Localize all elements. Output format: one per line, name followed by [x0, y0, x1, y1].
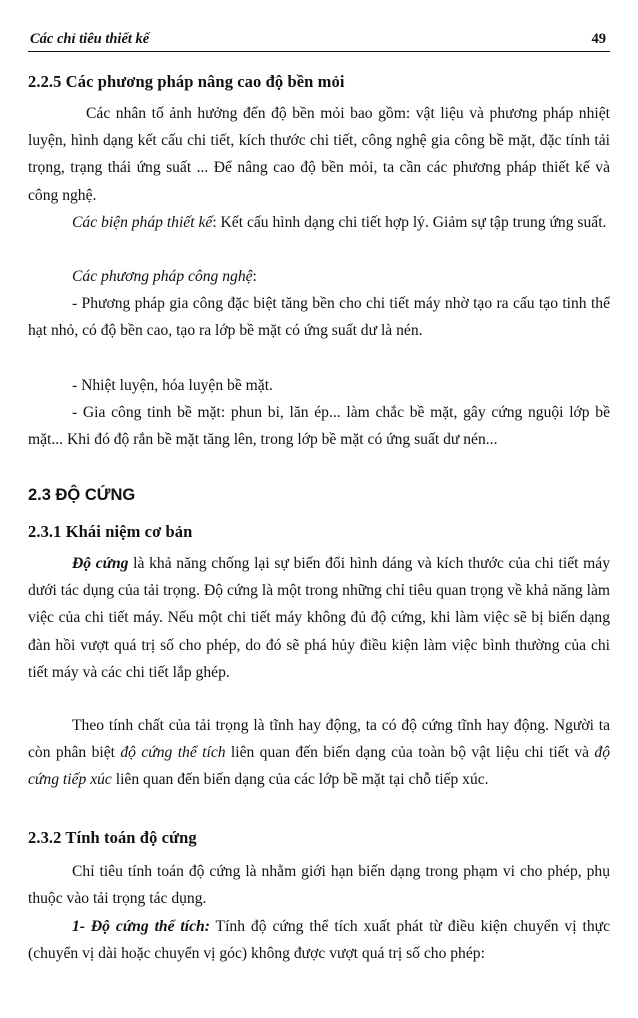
paragraph-stiffness-definition — [28, 550, 610, 686]
bullet-surface-finishing: - Gia công tinh bề mặt: phun bi, lăn ép... làm chắc bề mặt, gây cứng nguội lớp bề mặt... Khi đó độ rắn bề mặt tăng lên, trong lớp bề mặt có ứng suất dư nén... — [28, 404, 610, 449]
volume-stiffness-label: 1- Độ cứng thể tích: — [72, 918, 210, 935]
heading-2-3: 2.3 ĐỘ CỨNG — [28, 486, 136, 504]
term-contact-stiffness: độ cứng tiếp xúc — [28, 744, 611, 789]
paragraph-stiffness-types — [28, 712, 610, 794]
design-measures-text: : Kết cấu hình dạng chi tiết hợp lý. Giảm sự tập trung ứng suất. — [212, 214, 607, 231]
heading-2-3-2: 2.3.2 Tính toán độ cứng — [28, 828, 197, 847]
volume-stiffness-text: Tính độ cứng thể tích xuất phát từ điều kiện chuyển vị thực (chuyển vị dài hoặc chuyển vị góc) không được vượt quá trị số cho phép: — [28, 918, 610, 963]
document-page — [28, 0, 610, 1018]
tech-methods-text: : — [252, 268, 257, 285]
heading-2-3-1: 2.3.1 Khái niệm cơ bản — [28, 522, 193, 541]
term-volume-stiffness: độ cứng thể tích — [120, 744, 226, 762]
stiffness-types-text-b: liên quan đến biến dạng của toàn bộ vật liệu chi tiết và — [225, 744, 595, 762]
paragraph-volume-stiffness-calc — [28, 913, 610, 967]
paragraph-fatigue-factors: Các nhân tố ảnh hưởng đến độ bền mỏi bao gồm: vật liệu và phương pháp nhiệt luyện, hình dạng kết cấu chi tiết, kích thước chi tiết, công nghệ gia công bề mặt, đặc tính tải trọng, trạng thái ứng suất ... Để nâng cao độ bền mỏi, ta cần các phương pháp thiết kế và công nghệ. — [28, 105, 610, 204]
stiffness-definition-text: là khả năng chống lại sự biến đổi hình dáng và kích thước của chi tiết máy dưới tác dụng của tải trọng. Độ cứng là một trong những chỉ tiêu quan trọng về khả năng làm việc của chi tiết máy. Nếu một chi tiết máy không đủ độ cứng, khi làm việc sẽ bị biến dạng đàn hồi vượt quá trị số cho phép, do đó sẽ phá hủy điều kiện làm việc bình thường của chi tiết máy và các chi tiết lắp ghép. — [28, 555, 610, 681]
running-header — [28, 27, 610, 52]
tech-methods-label: Các phương pháp công nghệ — [72, 268, 253, 285]
bullet-heat-treatment: - Nhiệt luyện, hóa luyện bề mặt. — [72, 377, 273, 394]
term-stiffness: Độ cứng — [72, 555, 129, 572]
header-chapter-title: Các chỉ tiêu thiết kế — [30, 31, 150, 47]
page-number: 49 — [591, 31, 606, 47]
stiffness-types-text-a: Theo tính chất của tải trọng là tĩnh hay động, ta có độ cứng tĩnh hay động. Người ta còn phân biệt — [28, 717, 610, 762]
paragraph-design-measures — [28, 209, 610, 236]
paragraph-tech-methods — [28, 263, 610, 290]
paragraph-stiffness-criteria: Chỉ tiêu tính toán độ cứng là nhằm giới hạn biến dạng trong phạm vi cho phép, phụ thuộc vào tải trọng tác dụng. — [28, 863, 610, 908]
stiffness-types-text-c: liên quan đến biến dạng của các lớp bề mặt tại chỗ tiếp xúc. — [111, 771, 489, 789]
heading-2-2-5: 2.2.5 Các phương pháp nâng cao độ bền mỏi — [28, 72, 345, 91]
design-measures-label: Các biện pháp thiết kế — [72, 214, 213, 231]
bullet-special-machining: - Phương pháp gia công đặc biệt tăng bền cho chi tiết máy nhờ tạo ra cấu tạo tinh thể hạt nhỏ, có độ bền cao, tạo ra lớp bề mặt có ứng suất dư là nén. — [28, 295, 610, 340]
